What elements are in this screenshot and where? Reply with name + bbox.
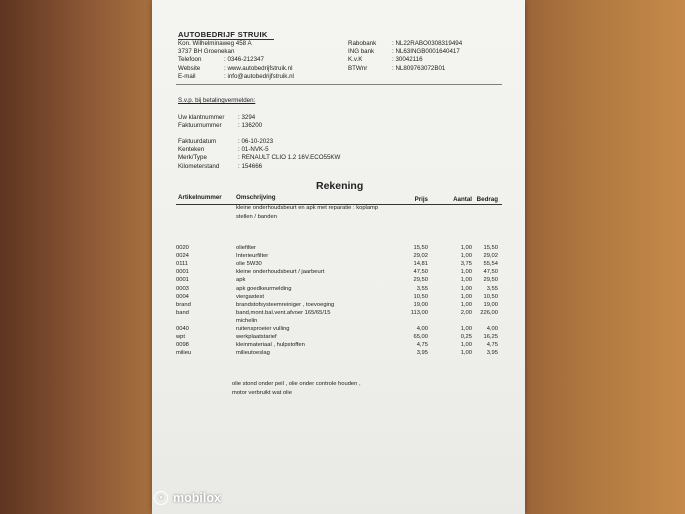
row-bedrag: 226,00 [480,309,498,316]
factuur-number: 136200 [241,122,263,130]
intro-line: stellen / banden [236,214,277,220]
company-email: info@autobedrijfstruik.nl [227,72,294,80]
row-prijs: 10,50 [413,293,428,300]
row-omschrijving: apk goedkeurmelding [236,285,292,292]
row-bedrag: 55,54 [483,261,498,268]
row-omschrijving: michelin [236,317,258,324]
row-bedrag: 47,50 [483,269,498,276]
row-prijs: 29,02 [413,253,428,260]
row-artikel: 0003 [176,285,189,292]
row-omschrijving: kleine onderhoudsbeurt / jaarbeurt [236,269,325,276]
row-aantal: 0,25 [460,334,472,341]
datum-label: Faktuurdatum [178,138,217,145]
row-omschrijving: Interieurfilter [236,253,269,260]
row-artikel: brand [176,301,191,308]
row-prijs: 113,00 [410,309,428,316]
watermark [154,491,221,505]
merk-label: Merk/Type [178,154,207,162]
row-prijs: 4,00 [416,326,428,332]
row-omschrijving: viergastest [236,293,265,300]
row-prijs: 3,55 [416,285,428,292]
invoice-title: Rekening [316,180,364,192]
mobilox-logo-icon: ● [154,491,168,505]
klant-label: Uw klantnummer [178,114,225,121]
vehicle-block: Faktuurdatum : 06-10-2023 Kenteken : 01-NVK-5 Merk/Type : RENAULT CLIO 1.2 16V.ECO55KW Kilometerstand : 154666 [178,138,341,170]
row-artikel: 0040 [176,326,189,332]
row-artikel: 0111 [176,261,189,268]
header-artikel: Artikelnummer [178,194,222,201]
background-left [0,0,152,514]
row-artikel: 0001 [176,277,189,284]
bank-block: Rabobank : NL22RABO0308319494 ING bank : NL63INGB0001640417 K.v.K : 30042116 BTWnr : NL809763072B01 [348,40,463,72]
row-artikel: 0098 [176,342,189,349]
remark-line: olie stond onder peil , olie onder controle houden , [232,381,361,387]
row-aantal: 1,00 [460,342,472,349]
company-city: 3737 BH Groenekan [178,48,235,56]
row-omschrijving: werkplaatstarief [236,334,277,341]
row-artikel: 0001 [176,269,189,276]
btw-label: BTWnr [348,64,368,72]
row-bedrag: 29,02 [483,253,498,260]
klant-number: 3294 [241,114,256,121]
header-divider [176,84,502,85]
email-label: E-mail [178,72,196,80]
kvk-label: K.v.K [348,56,363,64]
header-bedrag: Bedrag [476,196,498,203]
company-address: Kon. Wilhelminaweg 458 A [178,40,252,47]
header-aantal: Aantal [453,196,472,203]
row-omschrijving: olie 5W30 [236,261,262,268]
invoice-paper [152,0,525,514]
row-artikel: band [176,309,189,316]
row-omschrijving: band,mont.bal.vent.afvoer 165/65/15 [236,309,331,316]
rabobank-label: Rabobank [348,40,377,47]
customer-block: Uw klantnummer : 3294 Faktuurnummer : 136200 [178,114,263,130]
row-aantal: 1,00 [460,277,472,284]
row-bedrag: 3,55 [486,285,498,292]
row-artikel: wpt [176,334,186,341]
payment-note: S.v.p. bij betalingvermelden: [178,97,256,104]
company-name: AUTOBEDRIJF STRUIK [178,30,268,39]
watermark-text: mobilox [173,491,221,505]
row-aantal: 1,00 [460,326,472,332]
row-artikel: milieu [176,350,192,357]
header-omschrijving: Omschrijving [236,194,276,201]
factuur-datum: 06-10-2023 [241,138,274,145]
row-aantal: 2,00 [460,309,472,316]
header-prijs: Prijs [414,196,428,203]
row-bedrag: 29,50 [483,277,498,284]
row-artikel: 0024 [176,253,189,260]
row-prijs: 15,50 [413,245,428,251]
row-aantal: 1,00 [460,253,472,260]
website-label: Website [178,64,201,72]
row-bedrag: 10,50 [483,293,498,300]
rabobank-number: NL22RABO0308319494 [395,40,463,47]
kvk-number: 30042116 [395,56,423,64]
row-artikel: 0020 [176,245,189,251]
factuur-label: Faktuurnummer [178,122,222,130]
row-omschrijving: oliefilter [236,245,256,251]
row-bedrag: 4,00 [486,326,498,332]
km-value: 154666 [241,162,263,170]
row-artikel: 0004 [176,293,189,300]
company-phone: 0346-212347 [227,56,264,64]
row-omschrijving: ruitensproeier vulling [236,326,290,332]
kenteken-label: Kenteken [178,146,205,154]
row-prijs: 4,75 [416,342,428,349]
btw-number: NL809763072B01 [395,64,446,72]
row-omschrijving: kleinmateriaal , hulpstoffen [236,342,305,349]
row-prijs: 14,81 [413,261,428,268]
km-label: Kilometerstand [178,162,220,170]
intro-description [236,204,378,222]
kenteken-value: 01-NVK-5 [241,146,269,154]
row-bedrag: 16,25 [483,334,498,341]
row-omschrijving: milieutoeslag [236,350,270,357]
row-aantal: 1,00 [460,350,472,357]
ing-label: ING bank [348,48,375,56]
row-aantal: 1,00 [460,269,472,276]
row-prijs: 19,00 [413,301,428,308]
remarks [232,380,361,398]
row-prijs: 47,50 [413,269,428,276]
phone-label: Telefoon [178,56,202,64]
row-omschrijving: apk [236,277,246,284]
row-aantal: 1,00 [460,301,472,308]
row-bedrag: 19,00 [483,301,498,308]
row-bedrag: 3,95 [486,350,498,357]
ing-number: NL63INGB0001640417 [395,48,460,56]
row-aantal: 1,00 [460,293,472,300]
row-aantal: 1,00 [460,245,472,251]
row-prijs: 29,50 [413,277,428,284]
row-bedrag: 15,50 [483,245,498,251]
merk-value: RENAULT CLIO 1.2 16V.ECO55KW [241,154,341,162]
background-right [525,0,685,514]
row-aantal: 1,00 [460,285,472,292]
row-aantal: 3,75 [460,261,472,268]
company-website: www.autobedrijfstruik.nl [227,64,293,72]
row-prijs: 65,00 [413,334,428,341]
intro-line: kleine onderhoudsbeurt en apk met reparatie : koplamp [236,205,379,211]
remark-line: motor verbruikt wat olie [232,390,292,396]
row-omschrijving: brandstofsysteemreiniger , toevoeging [236,301,335,308]
row-prijs: 3,95 [416,350,428,357]
company-address-block: Kon. Wilhelminaweg 458 A 3737 BH Groenekan Telefoon : 0346-212347 Website : www.autobedrijfstruik.nl E-mail : info@autobedrijfstruik.nl [178,40,294,80]
row-bedrag: 4,75 [486,342,498,349]
